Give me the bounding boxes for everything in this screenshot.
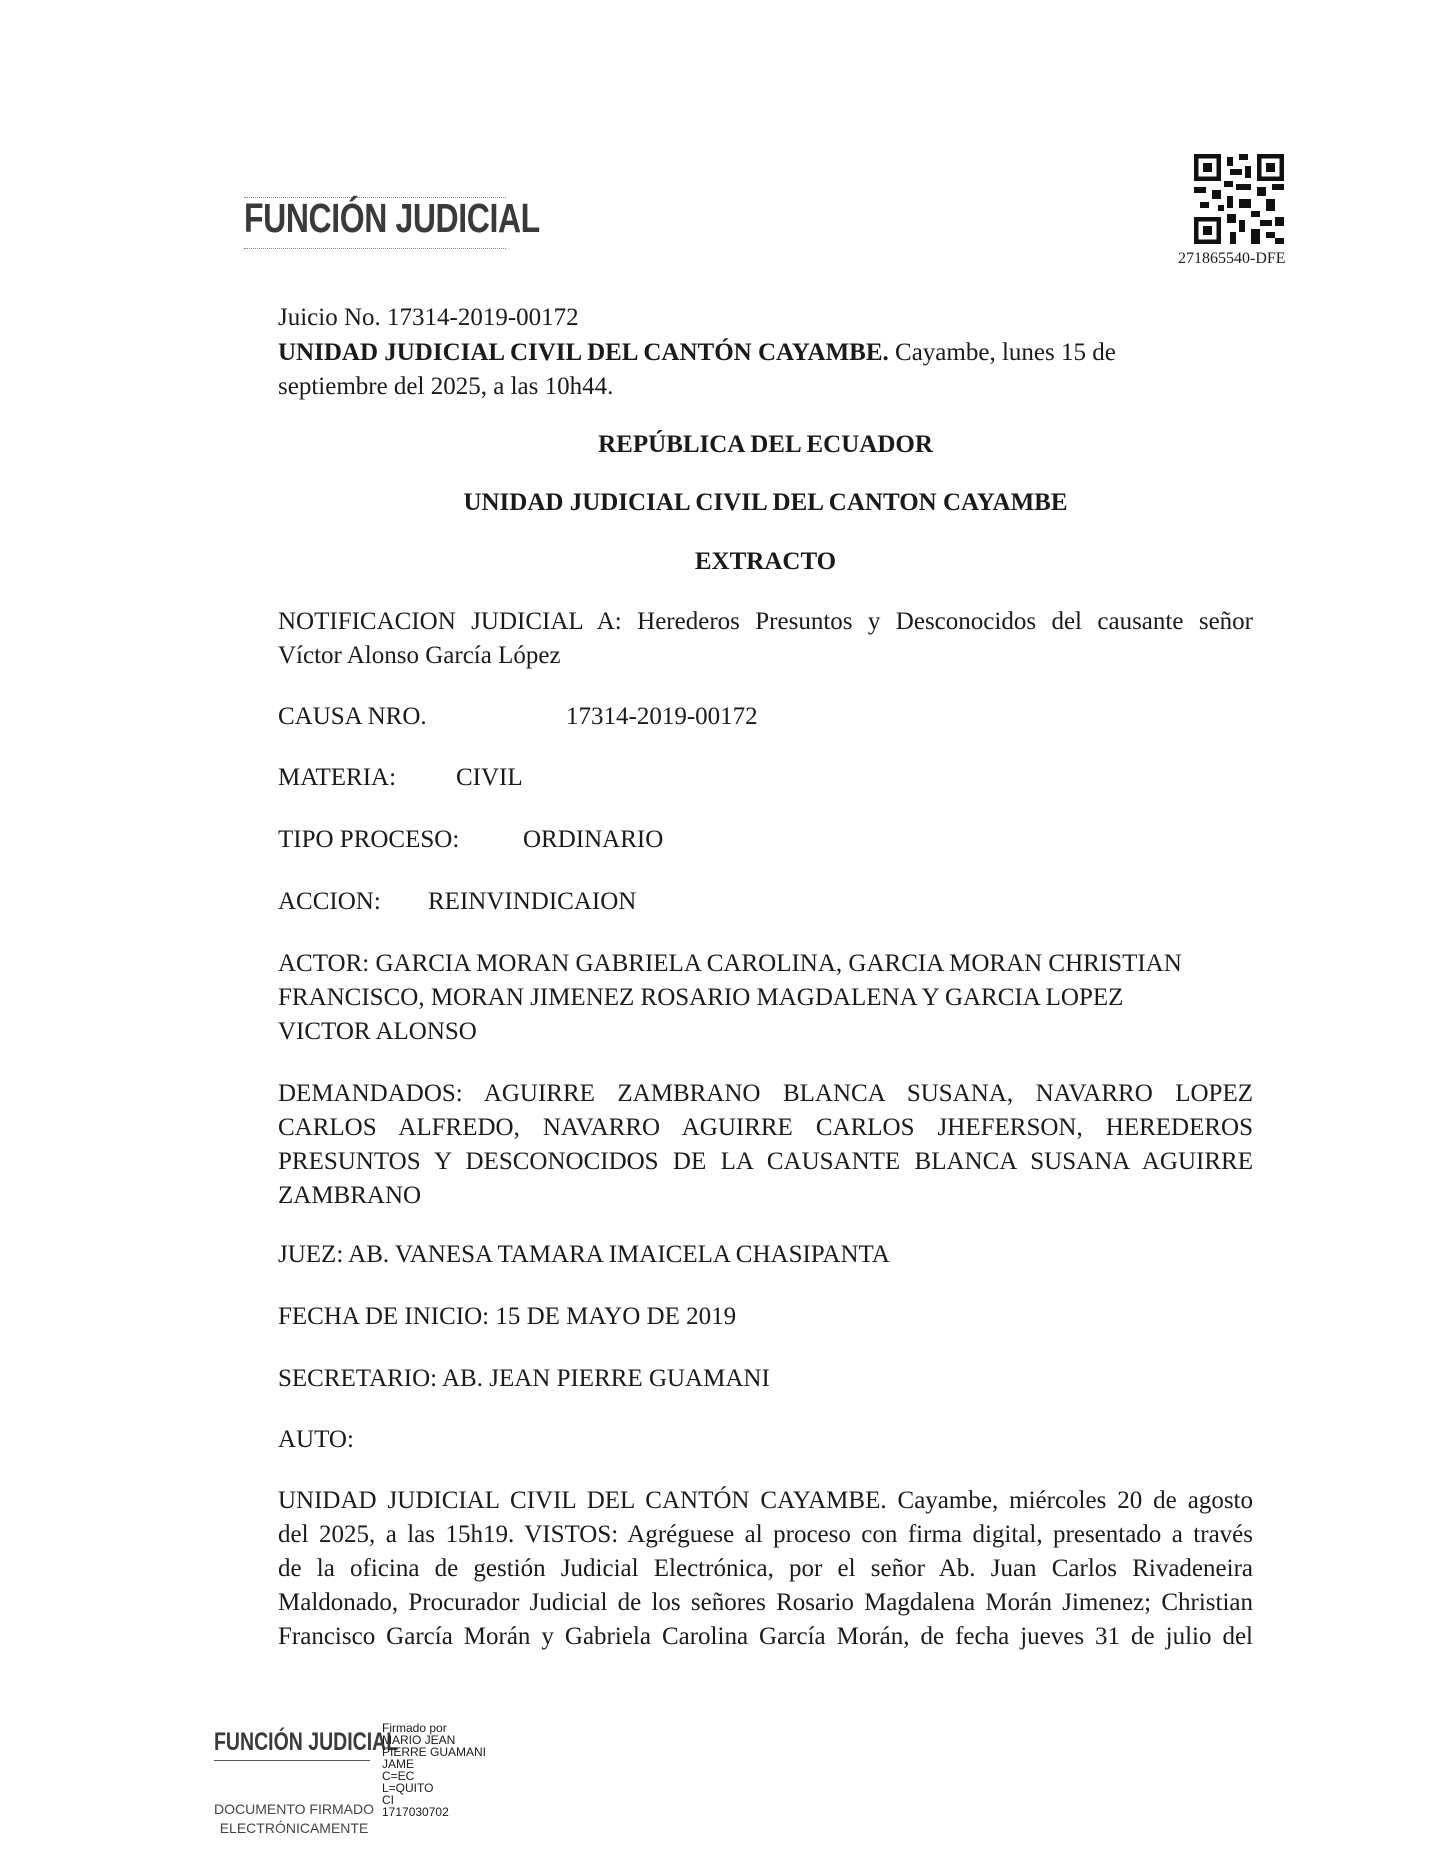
materia-value: CIVIL <box>456 764 523 791</box>
header-logo-rule-bottom <box>244 248 506 249</box>
qr-code-icon <box>1194 154 1284 244</box>
heading-unit: UNIDAD JUDICIAL CIVIL DEL CANTON CAYAMBE <box>463 489 1068 516</box>
accion-value: REINVINDICAION <box>428 888 637 915</box>
auto-line: del 2025, a las 15h19. VISTOS: Agréguese al proceso con firma digital, presentado a través <box>278 1521 1253 1548</box>
signed-document-line: DOCUMENTO FIRMADO <box>214 1801 374 1817</box>
actor-line: VICTOR ALONSO <box>278 1018 477 1045</box>
notification-line: Víctor Alonso García López <box>278 642 561 669</box>
signer-line: PIERRE GUAMANI <box>382 1745 487 1759</box>
causa-value: 17314-2019-00172 <box>566 703 758 730</box>
auto-label: AUTO: <box>278 1426 354 1453</box>
signed-document-line: ELECTRÓNICAMENTE <box>219 1820 369 1836</box>
signer-line: Firmado por <box>382 1721 447 1735</box>
actor-line: FRANCISCO, MORAN JIMENEZ ROSARIO MAGDALENA Y GARCIA LOPEZ <box>278 984 1124 1011</box>
signer-line: C=EC <box>382 1769 415 1783</box>
signed-document-label <box>214 1800 374 1838</box>
juicio-number: Juicio No. 17314-2019-00172 <box>278 304 579 331</box>
footer-funcion-judicial-logo: FUNCIÓN JUDICIAL <box>214 1728 399 1756</box>
auto-line: Francisco García Morán y Gabriela Carolina García Morán, de fecha jueves 31 de julio del <box>278 1623 1253 1650</box>
demandados-line: CARLOS ALFREDO, NAVARRO AGUIRRE CARLOS JHEFERSON, HEREDEROS <box>278 1114 1253 1141</box>
qr-code-id: 271865540-DFE <box>1178 250 1286 267</box>
fecha-inicio-line: FECHA DE INICIO: 15 DE MAYO DE 2019 <box>278 1303 737 1330</box>
date-line: septiembre del 2025, a las 10h44. <box>278 373 614 400</box>
auto-line: Maldonado, Procurador Judicial de los señores Rosario Magdalena Morán Jimenez; Christian <box>278 1589 1253 1616</box>
auto-text-block <box>278 1484 1253 1654</box>
notification-line: NOTIFICACION JUDICIAL A: Herederos Presuntos y Desconocidos del causante señor <box>278 608 1253 635</box>
auto-line: de la oficina de gestión Judicial Electrónica, por el señor Ab. Juan Carlos Rivadeneira <box>278 1555 1253 1582</box>
unit-name: UNIDAD JUDICIAL CIVIL DEL CANTÓN CAYAMBE. <box>278 339 889 366</box>
actor-block <box>278 947 1253 1049</box>
notification-block <box>278 605 1253 673</box>
demandados-block <box>278 1077 1253 1213</box>
demandados-line: ZAMBRANO <box>278 1182 422 1209</box>
accion-label: ACCION: <box>278 888 381 915</box>
juez-line: JUEZ: AB. VANESA TAMARA IMAICELA CHASIPANTA <box>278 1241 890 1268</box>
heading-extracto: EXTRACTO <box>694 548 837 575</box>
signer-info <box>382 1722 542 1818</box>
secretario-line: SECRETARIO: AB. JEAN PIERRE GUAMANI <box>278 1365 770 1392</box>
signer-line: MARIO JEAN <box>382 1733 456 1747</box>
signer-line: JAME <box>382 1757 415 1771</box>
demandados-line: DEMANDADOS: AGUIRRE ZAMBRANO BLANCA SUSANA, NAVARRO LOPEZ <box>278 1080 1253 1107</box>
signer-line: L=QUITO <box>382 1781 434 1795</box>
signer-line: CI <box>382 1793 394 1807</box>
tipo-proceso-value: ORDINARIO <box>523 826 664 853</box>
footer-logo-rule <box>214 1760 370 1761</box>
unit-date: Cayambe, lunes 15 de <box>888 339 1116 366</box>
actor-line: ACTOR: GARCIA MORAN GABRIELA CAROLINA, GARCIA MORAN CHRISTIAN <box>278 950 1182 977</box>
tipo-proceso-label: TIPO PROCESO: <box>278 826 460 853</box>
heading-republic: REPÚBLICA DEL ECUADOR <box>598 431 933 458</box>
causa-label: CAUSA NRO. <box>278 703 427 730</box>
demandados-line: PRESUNTOS Y DESCONOCIDOS DE LA CAUSANTE BLANCA SUSANA AGUIRRE <box>278 1148 1253 1175</box>
signer-line: 1717030702 <box>382 1805 449 1819</box>
materia-label: MATERIA: <box>278 764 397 791</box>
unit-date-line <box>278 336 1116 370</box>
funcion-judicial-logo: FUNCIÓN JUDICIAL <box>244 195 540 241</box>
auto-line: UNIDAD JUDICIAL CIVIL DEL CANTÓN CAYAMBE. Cayambe, miércoles 20 de agosto <box>278 1487 1253 1514</box>
